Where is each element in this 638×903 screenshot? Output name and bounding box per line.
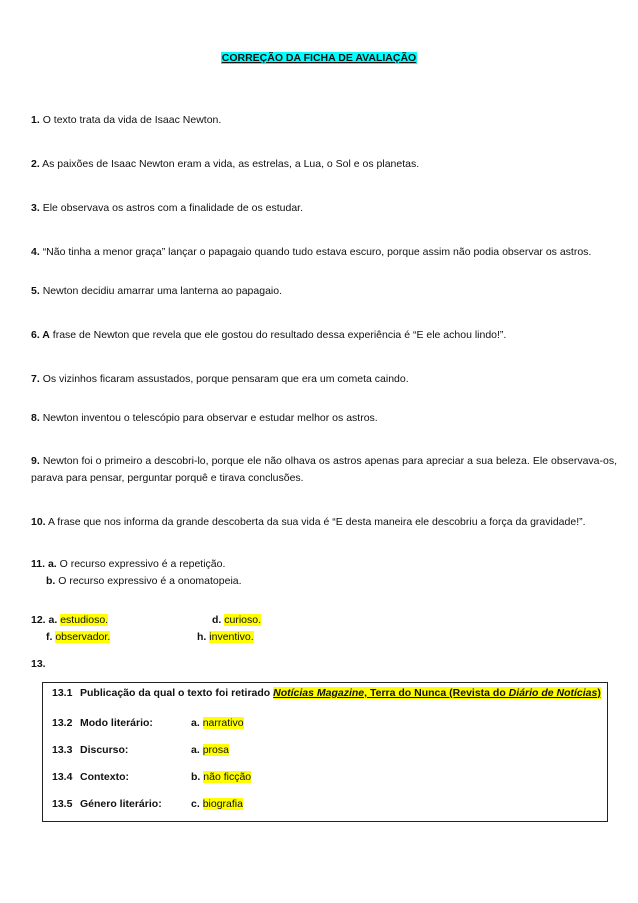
answer-1: 1. O texto trata da vida de Isaac Newton. [31, 114, 222, 126]
answer-10: 10. A frase que nos informa da grande descoberta da sua vida é “E desta maneira ele descobriu a força da gravidade!”. [31, 516, 586, 528]
answer-6: 6. A frase de Newton que revela que ele gostou do resultado dessa experiência é “E ele achou lindo!”. [31, 329, 507, 341]
answer-7: 7. Os vizinhos ficaram assustados, porque pensaram que era um cometa caindo. [31, 373, 409, 385]
row-13-4: 13.4 Contexto: b. não ficção [52, 771, 252, 783]
row-13-3: 13.3 Discurso: a. prosa [52, 744, 229, 756]
answer-13-table [42, 682, 608, 822]
answer-11: 11. a. O recurso expressivo é a repetição. b. O recurso expressivo é a onomatopeia. [31, 558, 242, 587]
answer-12: 12. a. estudioso. d. curioso. f. observador. h. inventivo. [31, 614, 262, 643]
answer-3: 3. Ele observava os astros com a finalidade de os estudar. [31, 202, 304, 214]
answer-4: 4. “Não tinha a menor graça” lançar o papagaio quando tudo estava escuro, porque assim não podia observar os astros. [31, 246, 592, 258]
answer-2: 2. As paixões de Isaac Newton eram a vida, as estrelas, a Lua, o Sol e os planetas. [31, 158, 420, 170]
answer-5: 5. Newton decidiu amarrar uma lanterna ao papagaio. [31, 285, 282, 297]
row-13-1: 13.1 Publicação da qual o texto foi retirado Notícias Magazine, Terra do Nunca (Revista do Diário de Notícias) [52, 687, 601, 699]
page-title: CORREÇÃO DA FICHA DE AVALIAÇÃO [221, 52, 417, 64]
row-13-2: 13.2 Modo literário: a. narrativo [52, 717, 244, 729]
answer-9: 9. Newton foi o primeiro a descobri-lo, porque ele não olhava os astros apenas para apreciar a sua beleza. Ele observava-os, parava para pensar, perguntar porquê e tirava conclusões. [31, 455, 618, 484]
row-13-5: 13.5 Género literário: c. biografia [52, 798, 243, 810]
answer-13-label: 13. [31, 658, 46, 670]
answer-8: 8. Newton inventou o telescópio para observar e estudar melhor os astros. [31, 412, 378, 424]
